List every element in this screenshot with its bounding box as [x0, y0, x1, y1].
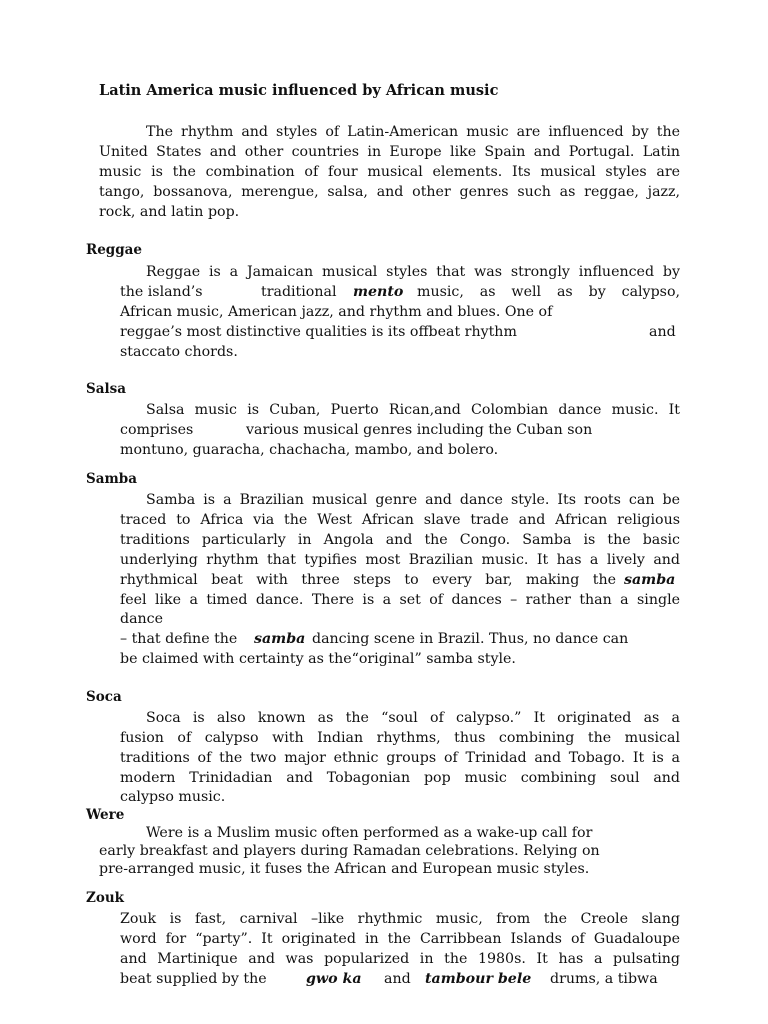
samba-line: traced to Africa via the West African slave trade and African religious — [120, 512, 680, 528]
intro-line: The rhythm and styles of Latin-American music are influenced by the — [146, 124, 680, 140]
reggae-line: music, as well as by calypso, — [417, 284, 680, 300]
salsa-line: montuno, guaracha, chachacha, mambo, and bolero. — [120, 442, 499, 458]
zouk-line: Zouk is fast, carnival –like rhythmic music, from the Creole slang — [120, 911, 680, 927]
reggae-line: staccato chords. — [120, 344, 238, 360]
salsa-heading: Salsa — [86, 381, 126, 397]
salsa-line: comprises — [120, 422, 194, 438]
soca-line: calypso music. — [120, 789, 226, 805]
soca-line: modern Trinidadian and Tobagonian pop music combining soul and — [120, 770, 680, 786]
samba-line: dancing scene in Brazil. Thus, no dance can — [312, 631, 629, 647]
intro-line: music is the combination of four musical elements. Its musical styles are — [99, 164, 680, 180]
zouk-heading: Zouk — [86, 890, 125, 906]
intro-line: rock, and latin pop. — [99, 204, 240, 220]
were-line: early breakfast and players during Ramadan celebrations. Relying on — [99, 843, 600, 859]
reggae-line: traditional — [261, 284, 337, 300]
intro-line: United States and other countries in Europe like Spain and Portugal. Latin — [99, 144, 680, 160]
reggae-heading: Reggae — [86, 242, 143, 258]
zouk-line: and Martinique and was popularized in the 1980s. It has a pulsating — [120, 951, 680, 967]
samba-line: traditions particularly in Angola and the Congo. Samba is the basic — [120, 532, 680, 548]
samba-line: underlying rhythm that typifies most Brazilian music. It has a lively and — [120, 552, 680, 568]
reggae-line: the island’s — [120, 284, 203, 300]
samba-line: Samba is a Brazilian musical genre and dance style. Its roots can be — [146, 492, 680, 508]
reggae-line: African music, American jazz, and rhythm and blues. One of — [120, 304, 553, 320]
samba-line: be claimed with certainty as the“original” samba style. — [120, 651, 516, 667]
zouk-emphasis: tambour bele — [425, 971, 532, 987]
zouk-emphasis: gwo ka — [306, 971, 362, 987]
were-line: pre-arranged music, it fuses the African and European music styles. — [99, 861, 590, 877]
were-heading: Were — [86, 807, 125, 823]
zouk-line: beat supplied by the — [120, 971, 267, 987]
reggae-line: Reggae is a Jamaican musical styles that was strongly influenced by — [146, 264, 680, 280]
soca-line: fusion of calypso with Indian rhythms, thus combining the musical — [120, 730, 680, 746]
samba-line: rhythmical beat with three steps to every bar, making the — [120, 572, 616, 588]
samba-line: feel like a timed dance. There is a set of dances – rather than a single — [120, 592, 680, 608]
soca-line: Soca is also known as the “soul of calypso.” It originated as a — [146, 710, 680, 726]
soca-heading: Soca — [86, 689, 122, 705]
reggae-line: reggae’s most distinctive qualities is its offbeat rhythm — [120, 324, 517, 340]
samba-heading: Samba — [86, 471, 137, 487]
zouk-line: drums, a tibwa — [550, 971, 658, 987]
salsa-line: various musical genres including the Cuban son — [246, 422, 593, 438]
were-line: Were is a Muslim music often performed as a wake-up call for — [146, 825, 593, 841]
salsa-line: Salsa music is Cuban, Puerto Rican,and Colombian dance music. It — [146, 402, 680, 418]
samba-emphasis: samba — [624, 572, 676, 588]
zouk-line: and — [384, 971, 411, 987]
samba-emphasis: samba — [254, 631, 306, 647]
zouk-line: word for “party”. It originated in the Carribbean Islands of Guadaloupe — [120, 931, 680, 947]
reggae-line: and — [649, 324, 676, 340]
intro-line: tango, bossanova, merengue, salsa, and other genres such as reggae, jazz, — [99, 184, 680, 200]
samba-line: – that define the — [120, 631, 238, 647]
samba-line: dance — [120, 611, 164, 627]
soca-line: traditions of the two major ethnic groups of Trinidad and Tobago. It is a — [120, 750, 680, 766]
reggae-emphasis: mento — [353, 284, 404, 300]
page-title: Latin America music influenced by African music — [99, 82, 499, 99]
